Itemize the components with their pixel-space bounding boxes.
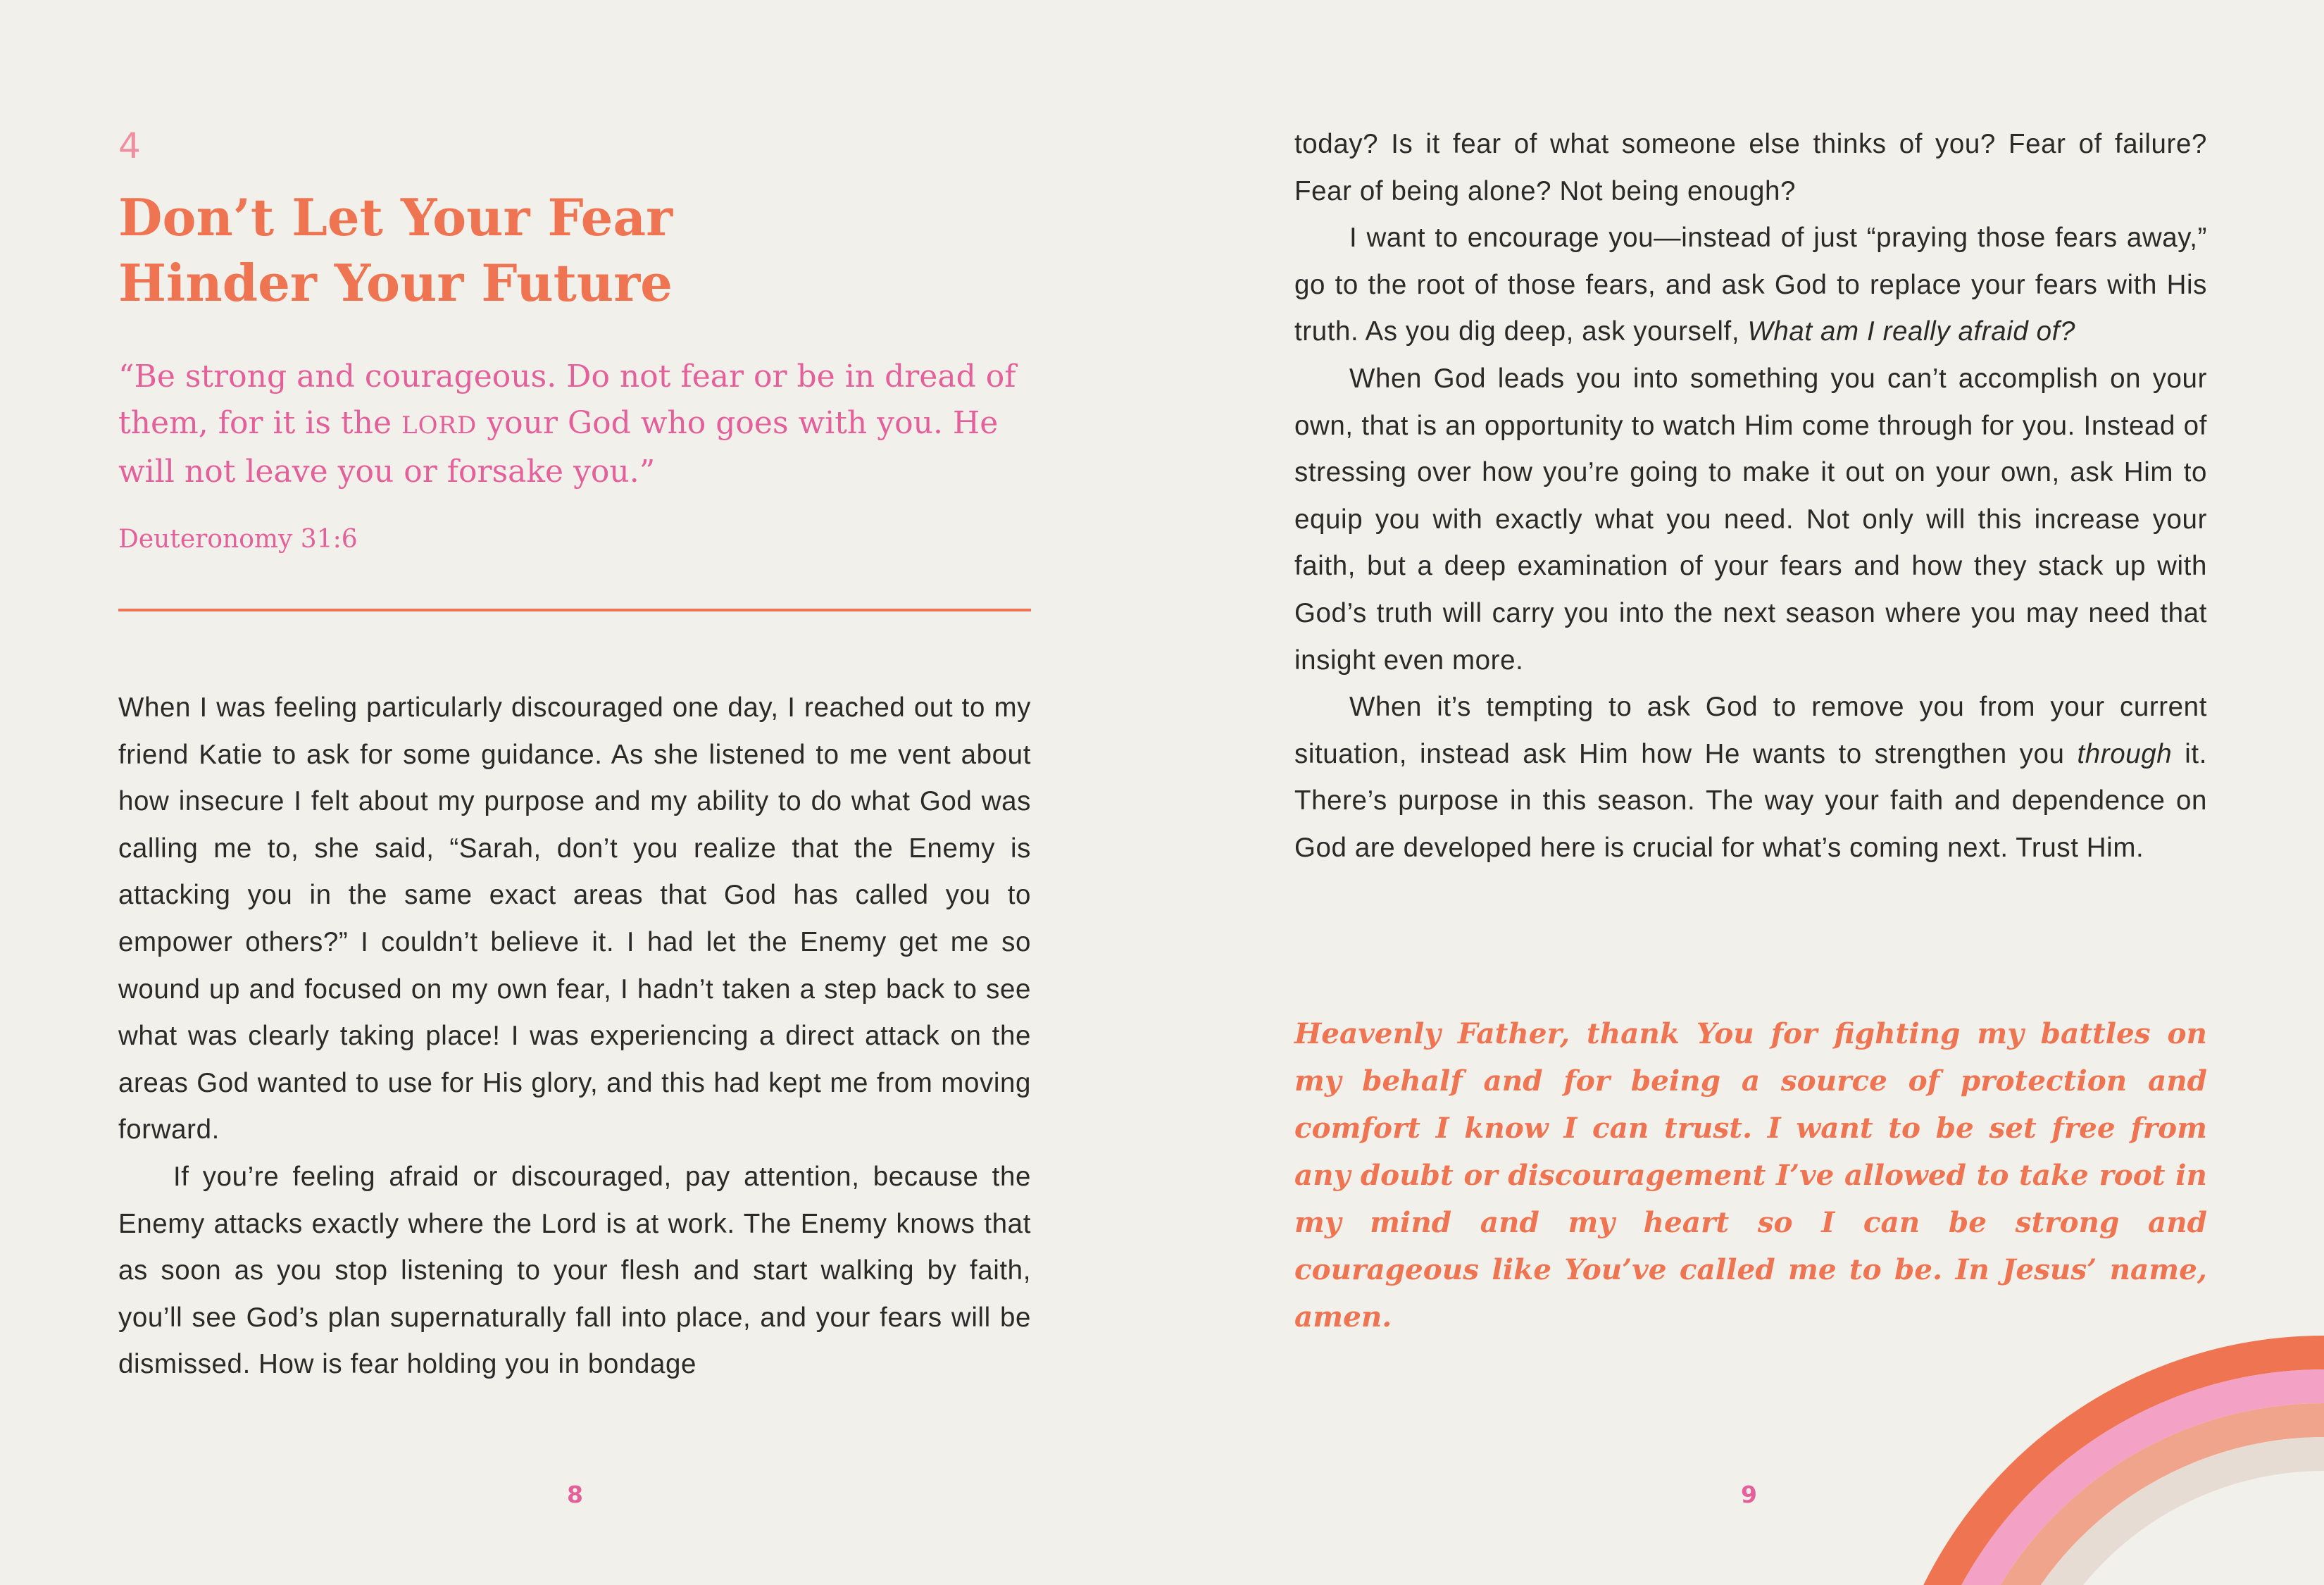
verse-reference: Deuteronomy 31:6 [118, 525, 358, 554]
page-number-left: 8 [567, 1481, 583, 1508]
chapter-title-line-2: Hinder Your Future [118, 253, 673, 313]
chapter-number: 4 [118, 125, 141, 166]
right-paragraph-4-italic: through [2077, 738, 2173, 769]
page-number-right: 9 [1741, 1481, 1757, 1508]
right-paragraph-4-start: When it’s tempting to ask God to remove you from your current situation, instead ask Him how He wants to strengthen you [1294, 692, 2207, 769]
right-paragraph-2-italic: What am I really afraid of? [1747, 316, 2075, 347]
verse-lord: LORD [401, 411, 477, 440]
right-paragraph-2-text: I want to encourage you—instead of just “praying those fears away,” go to the root of those fears, and ask God to replace your fears with His truth. As you dig deep, ask yourself, [1294, 223, 2207, 347]
right-paragraph-1: today? Is it fear of what someone else thinks of you? Fear of failure? Fear of being alone? Not being enough? [1294, 129, 2207, 206]
chapter-title-line-1: Don’t Let Your Fear [118, 187, 673, 247]
right-paragraph-3: When God leads you into something you can’t accomplish on your own, that is an opportunity to watch Him come through for you. Instead of stressing over how you’re going to make it out on your own, ask Him to equip you with exactly what you need. Not only will this increase your faith, but a deep examination of your fears and how they stack up with God’s truth will carry you into the next season where you may need that insight even more. [1294, 363, 2207, 676]
left-paragraph-2: If you’re feeling afraid or discouraged, pay attention, because the Enemy attacks exactly where the Lord is at work. The Enemy knows that as soon as you stop listening to your flesh and start walking by faith, you’ll see God’s plan supernaturally fall into place, and your fears will be dismissed. How is fear holding you in bondage [118, 1161, 1031, 1380]
prayer: Heavenly Father, thank You for fighting my battles on my behalf and for being a source of protection and comfort I know I can trust. I want to be set free from any doubt or discouragement I’ve allowed to take root in my mind and my heart so I can be strong and courageous like You’ve called me to be. In Jesus’ name, amen. [1294, 1017, 2207, 1334]
right-paragraph-4-end: it. There’s purpose in this season. The way your faith and dependence on God are developed here is crucial for what’s coming next. Trust Him. [1294, 738, 2207, 863]
left-paragraph-1: When I was feeling particularly discouraged one day, I reached out to my friend Katie to ask for some guidance. As she listened to me vent about how insecure I felt about my purpose and my ability to do what God was calling me to, she said, “Sarah, don’t you realize that the Enemy is attacking you in the same exact areas that God has called you to empower others?” I couldn’t believe it. I had let the Enemy get me so wound up and focused on my own fear, I hadn’t taken a step back to see what was clearly taking place! I was experiencing a direct attack on the areas God wanted to use for His glory, and this had kept me from moving forward. [118, 692, 1031, 1145]
verse-part-2: your God who goes with you. He will not leave you or forsake you.” [118, 405, 999, 490]
verse-part-1: “Be strong and courageous. Do not fear or be in dread of them, for it is the [118, 359, 1016, 441]
